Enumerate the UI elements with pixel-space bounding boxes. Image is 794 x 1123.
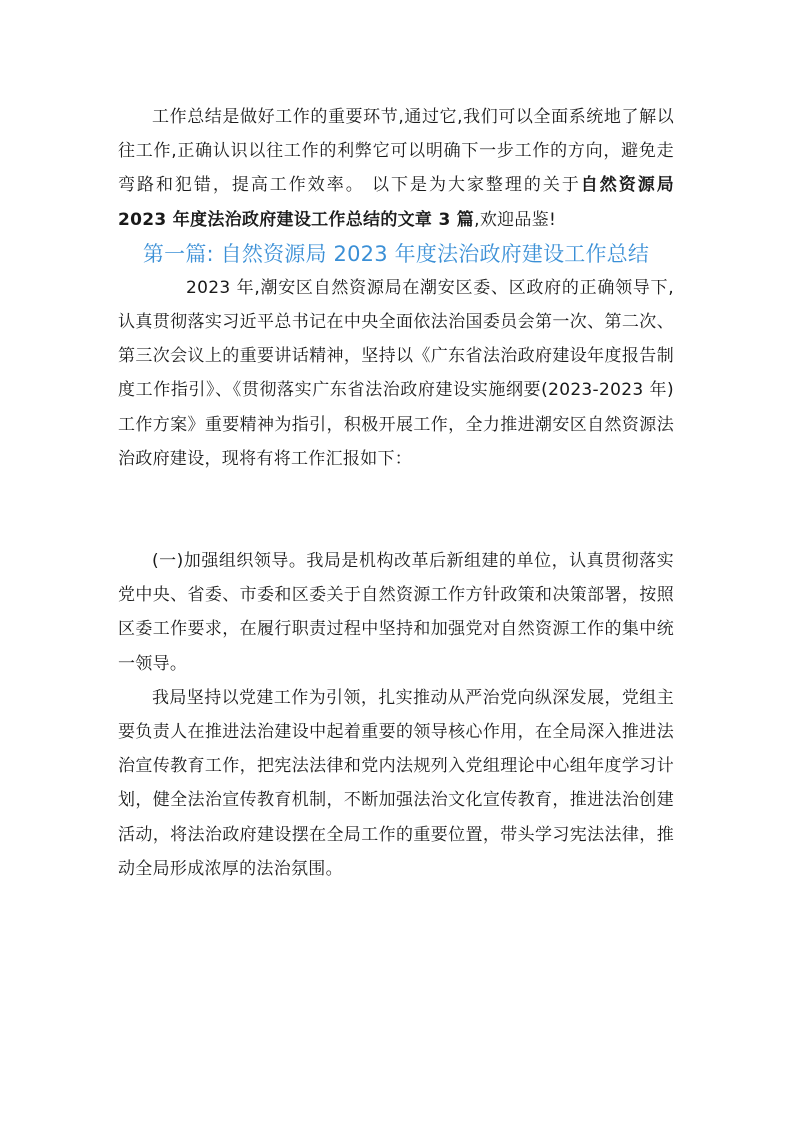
intro-paragraph xyxy=(118,100,674,237)
section-title: 第一篇: 自然资源局 2023 年度法治政府建设工作总结 xyxy=(142,241,650,266)
document-page xyxy=(118,100,674,886)
paragraph-gap xyxy=(118,476,674,544)
intro-text-end: ,欢迎品鉴! xyxy=(474,209,557,230)
intro-bold-title: 自然资源局 2023 年度法治政府建设工作总结的文章 3 篇 xyxy=(118,175,674,230)
body-paragraph-1: 2023 年,潮安区自然资源局在潮安区委、区政府的正确领导下,认真贯彻落实习近平总书记在中央全面依法治国委员会第一次、第二次、第三次会议上的重要讲话精神，坚持以《广东省法治政府建设年度报告制度工作指引》、《贯彻落实广东省法治政府建设实施纲要(2023-2023 年)工作方案》重要精神为指引，积极开展工作，全力推进潮安区自然资源法治政府建设，现将有将工作汇报如下： xyxy=(118,277,674,469)
body-paragraph-3: 我局坚持以党建工作为引领，扎实推动从严治党向纵深发展，党组主要负责人在推进法治建设中起着重要的领导核心作用，在全局深入推进法治宣传教育工作，把宪法法律和党内法规列入党组理论中心组年度学习计划，健全法治宣传教育机制，不断加强法治文化宣传教育，推进法治创建活动，将法治政府建设摆在全局工作的重要位置，带头学习宪法法律，推动全局形成浓厚的法治氛围。 xyxy=(118,687,674,879)
body-paragraph-2: (一)加强组织领导。我局是机构改革后新组建的单位，认真贯彻落实党中央、省委、市委和区委关于自然资源工作方针政策和决策部署，按照区委工作要求，在履行职责过程中坚持和加强党对自然资源工作的集中统一领导。 xyxy=(118,551,674,674)
intro-text: 工作总结是做好工作的重要环节,通过它,我们可以全面系统地了解以往工作,正确认识以往工作的利弊它可以明确下一步工作的方向，避免走弯路和犯错，提高工作效率。 以下是为大家整理的关于 xyxy=(118,107,674,196)
